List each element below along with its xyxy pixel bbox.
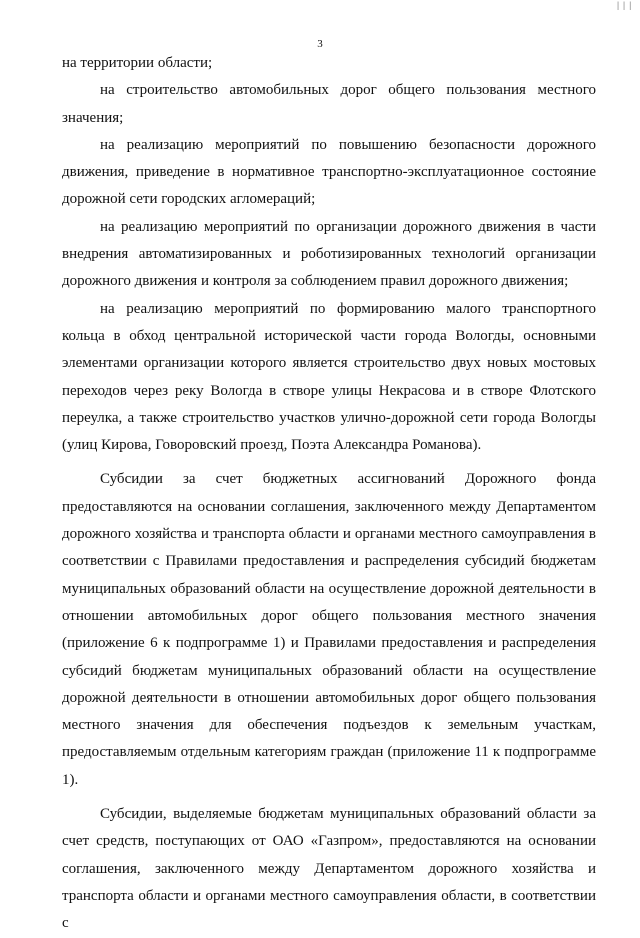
paragraph-road-fund-subsidies: Субсидии за счет бюджетных ассигнований Дорожного фонда предоставляются на основании соглашения, заключенного между Департаментом дорожного хозяйства и транспорта области и органами местного самоуправления в соответствии с Правилами предоставления и распределения субсидий бюджетам муниципальных образований области на осуществление дорожной деятельности в отношении автомобильных дорог общего пользования местного значения (приложение 6 к подпрограмме 1) и Правилами предоставления и распределения субсидий бюджетам муниципальных образований области на осуществление дорожной деятельности в отношении автомобильных дорог общего пользования местного значения для обеспечения подъездов к земельным участкам, предоставляемым отдельным категориям граждан (приложение 11 к подпрограмме 1). (62, 471, 596, 788)
paragraph-territory: на территории области; (62, 55, 213, 71)
corner-mark: | | | (617, 0, 632, 10)
paragraph-road-construction: на строительство автомобильных дорог общего пользования местного значения; (62, 82, 596, 126)
paragraph-gazprom-subsidies: Субсидии, выделяемые бюджетам муниципальных образований области за счет средств, поступающих от ОАО «Газпром», предоставляются на основании соглашения, заключенного между Департаментом дорожного хозяйства и транспорта области и органами местного самоуправления области, в соответствии с (62, 806, 596, 932)
paragraph-traffic-organization: на реализацию мероприятий по организации дорожного движения в части внедрения автоматизированных и роботизированных технологий организации дорожного движения и контроля за соблюдением правил дорожного движения; (62, 218, 596, 290)
paragraph-transport-ring: на реализацию мероприятий по формированию малого транспортного кольца в обход центральной исторической части города Вологды, основными элементами организации которого является строительство двух новых мостовых переходов через реку Вологда в створе улицы Некрасова и в створе Флотского переулка, а также строительство участков улично-дорожной сети города Вологды (улиц Кирова, Говоровский проезд, Поэта Александра Романова). (62, 300, 596, 454)
paragraph-traffic-safety: на реализацию мероприятий по повышению безопасности дорожного движения, приведение в нормативное транспортно-эксплуатационное состояние дорожной сети городских агломераций; (62, 136, 596, 208)
document-body (62, 50, 596, 938)
page-number: 3 (317, 38, 323, 50)
